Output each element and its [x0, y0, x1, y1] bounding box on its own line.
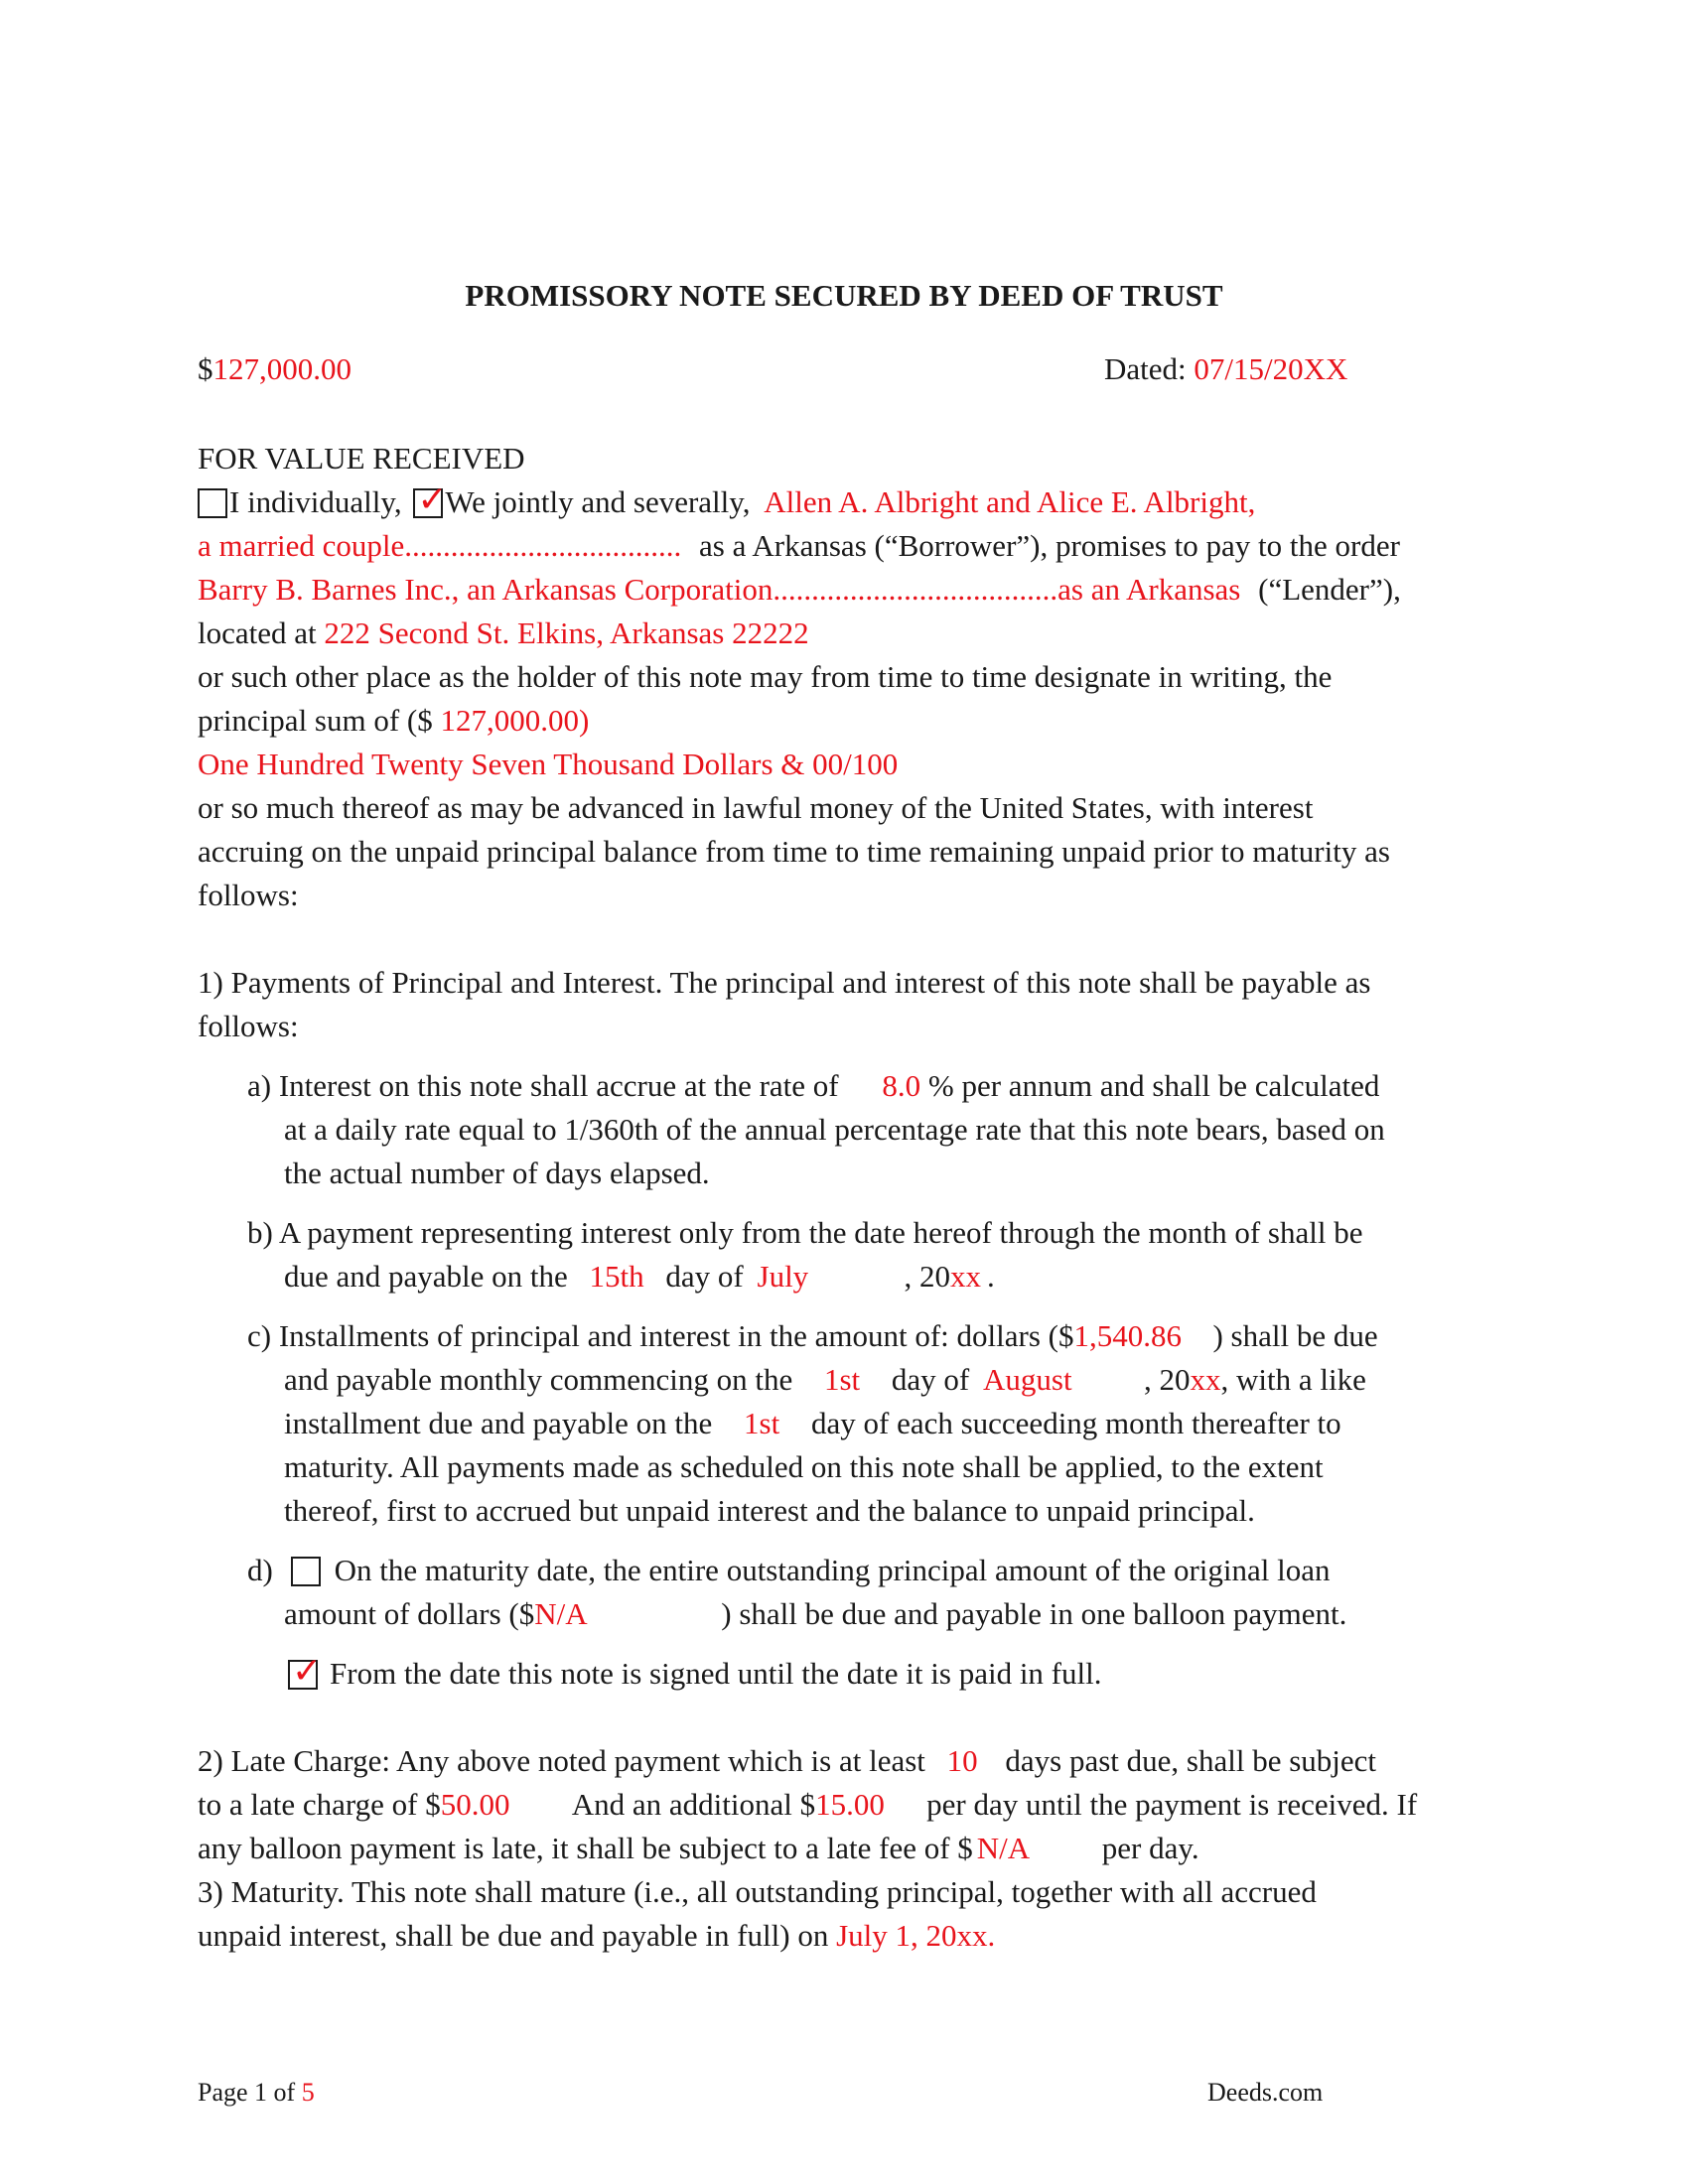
clause-c-line-1: [247, 1314, 1378, 1358]
check-mark-icon: ✓: [292, 1651, 323, 1692]
commencing-year: xx: [1190, 1362, 1221, 1397]
balloon-late-suffix: per day.: [1101, 1831, 1199, 1865]
amount-symbol: $: [198, 351, 213, 386]
clause-b-line-2: [284, 1255, 995, 1298]
clause-d-line-2: [284, 1592, 1346, 1636]
installment-amount: 1,540.86: [1073, 1318, 1182, 1353]
balloon-line-1: On the maturity date, the entire outstanding principal amount of the original loan: [334, 1553, 1331, 1587]
note-date: 07/15/20XX: [1194, 351, 1348, 386]
succeeding-day: 1st: [744, 1406, 780, 1440]
note-amount-line: [198, 347, 352, 391]
clause-a-line-2: at a daily rate equal to 1/360th of the annual percentage rate that this note bears, based on: [284, 1112, 1385, 1147]
clause-c-day-of: day of: [891, 1362, 970, 1397]
balloon-late-fee: N/A: [976, 1831, 1031, 1865]
commencing-month: August: [983, 1362, 1072, 1397]
maturity-line-2: [198, 1914, 995, 1958]
balloon-amount: N/A: [534, 1596, 588, 1631]
maturity-date: July 1, 20xx.: [836, 1918, 996, 1953]
late-charge-line-1: [198, 1739, 1376, 1783]
page-label: Page 1 of: [198, 2078, 296, 2107]
holder-line: or such other place as the holder of this note may from time to time designate in writing, the: [198, 659, 1333, 694]
maturity-prefix: unpaid interest, shall be due and payable in full) on: [198, 1918, 829, 1953]
late-charge-amount: 50.00: [440, 1787, 510, 1822]
clause-b-prefix: due and payable on the: [284, 1259, 568, 1294]
principal-label: principal sum of ($: [198, 703, 433, 738]
clause-c-like: , with a like: [1220, 1362, 1366, 1397]
balloon-payment-checkbox[interactable]: [291, 1557, 321, 1586]
note-date-line: [1104, 347, 1347, 391]
clause-c-commencing: and payable monthly commencing on the: [284, 1362, 793, 1397]
clause-d-line-3: [288, 1652, 1101, 1696]
clause-c-installment: installment due and payable on the: [284, 1406, 713, 1440]
late-charge-suffix: days past due, shall be subject: [1005, 1743, 1377, 1778]
clause-c-suffix: ) shall be due: [1212, 1318, 1378, 1353]
late-charge-additional: And an additional $: [571, 1787, 816, 1822]
late-charge-prefix: 2) Late Charge: Any above noted payment which is at least: [198, 1743, 925, 1778]
clause-c-year-prefix: , 20: [1144, 1362, 1191, 1397]
lender-suffix: (“Lender”),: [1258, 572, 1401, 607]
borrower-name: Allen A. Albright and Alice E. Albright,: [764, 484, 1256, 519]
paid-in-full-text: From the date this note is signed until the date it is paid in full.: [330, 1656, 1102, 1691]
jointly-checkbox[interactable]: [413, 479, 448, 520]
interest-only-year: xx: [950, 1259, 981, 1294]
lender-address: 222 Second St. Elkins, Arkansas 22222: [324, 615, 809, 650]
check-mark-icon: ✓: [417, 479, 448, 520]
clause-c-line-3: [284, 1402, 1341, 1445]
lawful-money-line-3: follows:: [198, 878, 299, 912]
clause-d-line-1: [247, 1549, 1331, 1592]
principal-line: [198, 699, 589, 743]
clause-a-prefix: a) Interest on this note shall accrue at the rate of: [247, 1068, 839, 1103]
balloon-late-prefix: any balloon payment is late, it shall be subject to a late fee of $: [198, 1831, 973, 1865]
page-number: [198, 2073, 315, 2113]
amount-in-words: One Hundred Twenty Seven Thousand Dollars & 00/100: [198, 747, 899, 781]
interest-rate: 8.0: [882, 1068, 921, 1103]
clause-c-line-2: [284, 1358, 1366, 1402]
for-value-received: FOR VALUE RECEIVED: [198, 441, 525, 476]
clause-b-period: .: [987, 1259, 995, 1294]
clause-b-line-1: b) A payment representing interest only from the date hereof through the month of shall be: [247, 1215, 1363, 1250]
late-charge-line-2: [198, 1783, 1417, 1827]
individually-label: I individually,: [229, 484, 402, 519]
individually-checkbox[interactable]: [198, 488, 227, 518]
clause-a-suffix: % per annum and shall be calculated: [927, 1068, 1380, 1103]
borrower-name-continued: [198, 524, 1400, 568]
clause-b-year-prefix: , 20: [904, 1259, 950, 1294]
clause-a-line-3: the actual number of days elapsed.: [284, 1156, 710, 1190]
section-1-heading: 1) Payments of Principal and Interest. The principal and interest of this note shall be payable as: [198, 965, 1371, 1000]
clause-c-succeeding: day of each succeeding month thereafter to: [810, 1406, 1341, 1440]
clause-a-line-1: [247, 1064, 1379, 1108]
address-line: [198, 612, 809, 655]
clause-d-label: d): [247, 1553, 273, 1587]
late-days: 10: [946, 1743, 978, 1778]
borrower-state: as a Arkansas (“Borrower”), promises to pay to the order: [699, 528, 1400, 563]
balloon-suffix: ) shall be due and payable in one balloon payment.: [721, 1596, 1347, 1631]
footer-site: Deeds.com: [1207, 2078, 1324, 2107]
commencing-day: 1st: [823, 1362, 861, 1397]
borrower-name-2: a married couple....................................: [198, 528, 682, 563]
late-charge-daily: 15.00: [815, 1787, 885, 1822]
late-charge-line-3: [198, 1827, 1199, 1870]
late-charge-of: to a late charge of $: [198, 1787, 441, 1822]
clause-c-line-4: maturity. All payments made as scheduled on this note shall be applied, to the extent: [284, 1449, 1324, 1484]
located-label: located at: [198, 615, 317, 650]
late-charge-per-day: per day until the payment is received. If: [926, 1787, 1418, 1822]
lawful-money-line-2: accruing on the unpaid principal balance from time to time remaining unpaid prior to maturity as: [198, 834, 1390, 869]
interest-only-day: 15th: [589, 1259, 644, 1294]
section-1-follows: follows:: [198, 1009, 299, 1043]
jointly-label: We jointly and severally,: [445, 484, 751, 519]
lender-line: [198, 568, 1401, 612]
maturity-line-1: 3) Maturity. This note shall mature (i.e., all outstanding principal, together with all accrued: [198, 1874, 1317, 1909]
page-total: 5: [301, 2078, 315, 2107]
clause-c-prefix: c) Installments of principal and interest in the amount of: dollars ($: [247, 1318, 1074, 1353]
clause-b-day-of: day of: [665, 1259, 744, 1294]
clause-c-line-5: thereof, first to accrued but unpaid interest and the balance to unpaid principal.: [284, 1493, 1255, 1528]
document-title: PROMISSORY NOTE SECURED BY DEED OF TRUST: [465, 278, 1223, 313]
principal-value: 127,000.00): [440, 703, 590, 738]
borrower-type-line: [198, 480, 1255, 524]
paid-in-full-checkbox[interactable]: [288, 1651, 323, 1692]
lender-name: Barry B. Barnes Inc., an Arkansas Corporation.....................................as an Arkansas: [198, 572, 1241, 607]
note-amount: 127,000.00: [212, 351, 352, 386]
lawful-money-line-1: or so much thereof as may be advanced in lawful money of the United States, with interest: [198, 790, 1314, 825]
balloon-prefix: amount of dollars ($: [284, 1596, 535, 1631]
interest-only-month: July: [757, 1259, 809, 1294]
dated-label: Dated:: [1104, 351, 1195, 386]
